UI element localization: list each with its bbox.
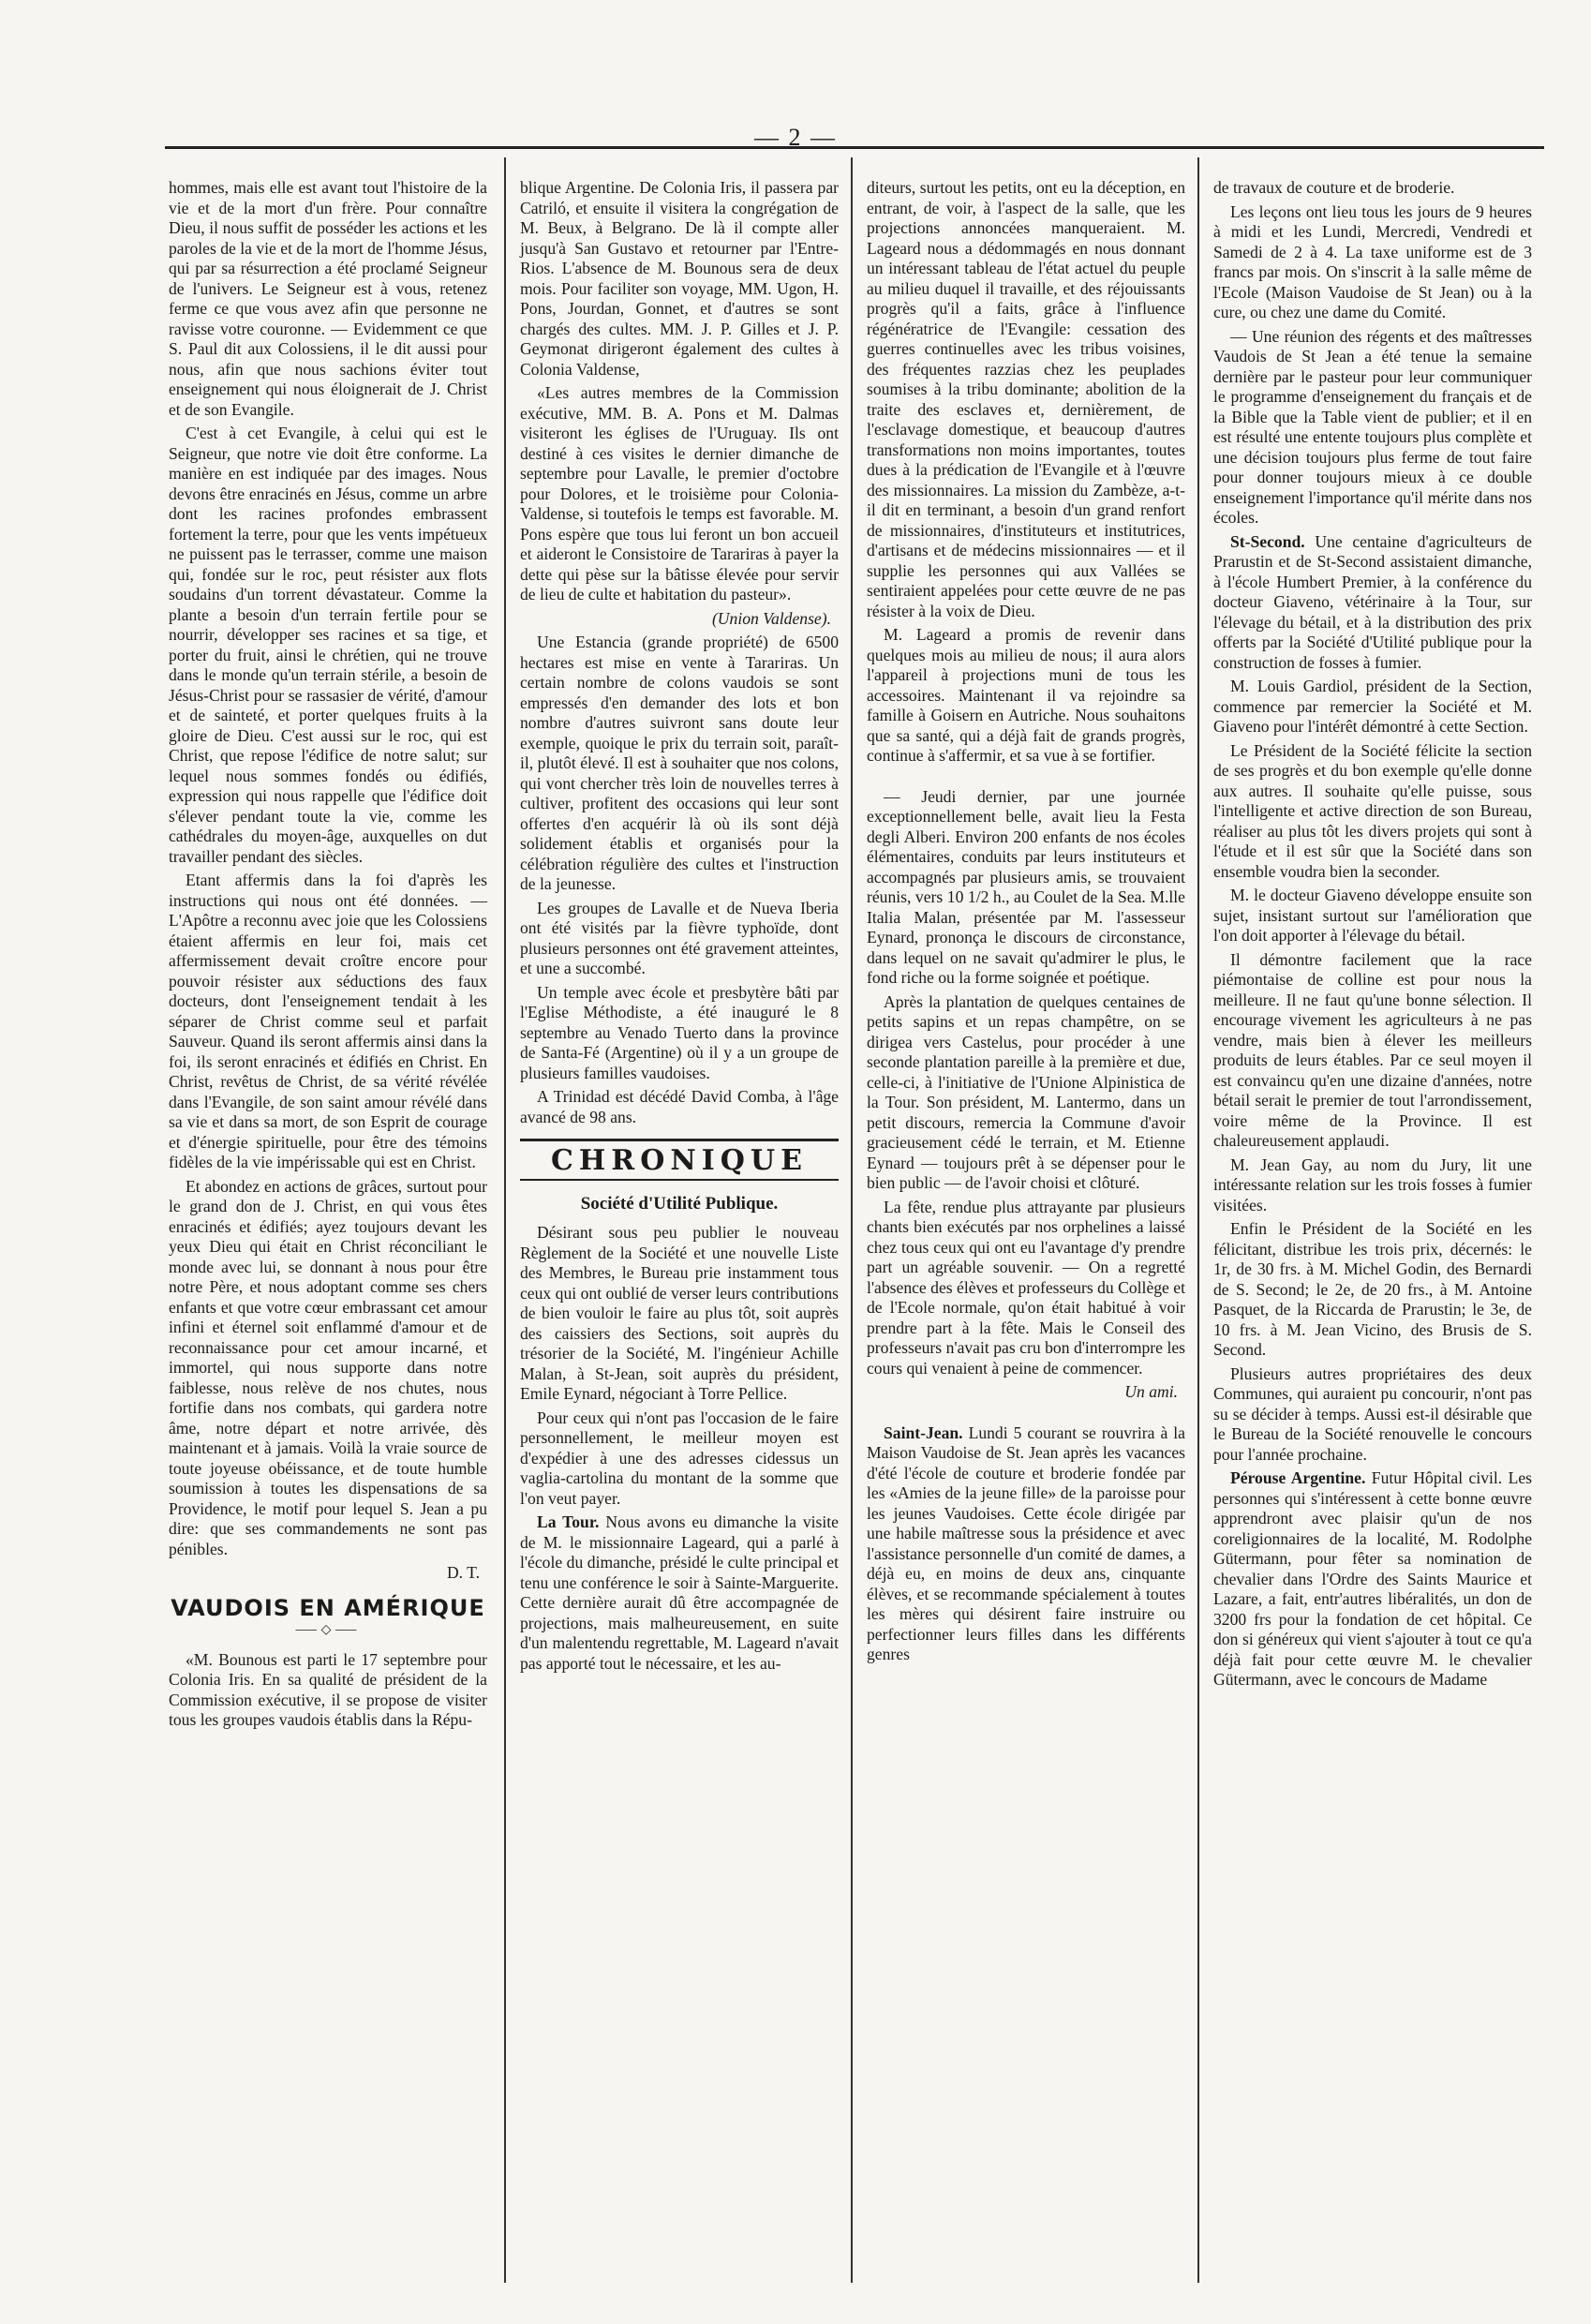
paragraph: diteurs, surtout les petits, ont eu la déception, en entrant, de voir, à l'aspect de la salle, que les projections annoncées manqueraient. M. Lageard nous a dédommagés en nous donnant un intéressant tableau de l'état actuel du peuple au milieu duquel il travaille, et des réjouissants progrès qu'il a faits, grâce à l'influence régénératrice de l'Evangile: cessation des guerres continuelles avec les tribus voisines, des fréquentes razzias chez les peuplades soumises à la tribu dominante; abolition de la traite des esclaves et, dernièrement, de l'esclavage domestique, et beaucoup d'autres transformations non moins importantes, toutes dues à la prédication de l'Evangile et à l'œuvre des missionnaires. La mission du Zambèze, a-t-il dit en terminant, a besoin d'un grand renfort de missionnaires, d'instituteurs et institutrices, d'artisans et de médecins missionnaires — et il supplie les personnes qui aux Vallées se sentiraient appelées pour cette œuvre de ne pas résister à la voix de Dieu. (867, 178, 1185, 620)
column-3 (867, 178, 1185, 1669)
paragraph: — Jeudi dernier, par une journée exceptionnellement belle, avait lieu la Festa degli Alberi. Environ 200 enfants de nos écoles élémentaires, conduits par leurs instituteurs et accompagnés par plusieurs amis, se trouvaient réunis, vers 10 1/2 h., au Coulet de la Sea. M.lle Italia Malan, présentée par M. l'assesseur Eynard, prononça le discours de circonstance, dans lequel on ne savait qu'admirer le plus, le fond riche ou la forme soignée et poétique. (867, 786, 1185, 987)
paragraph: «Les autres membres de la Commission exécutive, MM. B. A. Pons et M. Dalmas visiteront les églises de l'Uruguay. Ils ont destiné à ces visites le dernier dimanche de septembre pour Lavalle, le premier d'octobre pour Dolores, et le troisième pour Colonia-Valdense, si toutefois le temps est favorable. M. Pons espère que tous lui feront un bon accueil et aideront le Consistoire de Tarariras à payer la dette qui pèse sur la bâtisse élevée pour servir de lieu de culte et habitation du pasteur». (520, 383, 839, 603)
column-4 (1213, 178, 1532, 1694)
paragraph: blique Argentine. De Colonia Iris, il passera par Catriló, et ensuite il visitera la congrégation de M. Beux, à Belgrano. De là il compte aller jusqu'à San Gustavo et retourner par l'Entre-Rios. L'absence de M. Bounous sera de deux mois. Pour faciliter son voyage, MM. Ugon, H. Pons, Jourdan, Gonnet, et d'autres se sont chargés des cultes. MM. J. P. Gilles et J. P. Geymonat dirigeront également des cultes à Colonia Valdense, (520, 178, 839, 379)
paragraph-lead: Saint-Jean. (884, 1423, 963, 1442)
paragraph: C'est à cet Evangile, à celui qui est le Seigneur, que notre vie doit être conforme. La manière en est indiquée par des images. Nous devons être enracinés en Jésus, comme un arbre dont les racines profondes embrassent fortement la terre, pour que les vents impétueux ne puissent pas le terrasser, comme une maison qui, fondée sur le roc, peut résister aux flots soudains d'un torrent dévastateur. Comme la plante a besoin d'un terrain fertile pour se nourrir, développer ses racines et sa tige, et porter du fruit, ainsi le chrétien, qui ne trouve dans le monde qu'un terrain stérile, a besoin de Jésus-Christ pour se rassasier de vérité, d'amour et de sainteté, et porter quelques fruits à la gloire de Dieu. C'est aussi sur le roc, qui est Christ, que repose l'édifice de notre salut; sur lequel nous sommes fondés ou édifiés, expression qui nous rappelle que l'édifice doit s'élever pendant toute la vie, comme les cathédrales du moyen-âge, auxquelles on dut travailler pendant des siècles. (169, 424, 487, 866)
paragraph-text: Futur Hôpital civil. Les personnes qui s'intéressent à cette bonne œuvre apprendront avec plaisir qu'un de nos coreligionnaires de la localité, M. Rodolphe Gütermann, pour fêter sa nomination de chevalier dans l'Ordre des Saints Maurice et Lazare, a fait, entr'autres libéralités, un don de 3200 frs pour la fondation de cet hôpital. Ce don si généreux qui vient s'ajouter à tout ce qu'a déjà fait pour cette œuvre M. le chevalier Gütermann, avec le concours de Madame (1213, 1468, 1532, 1689)
spacer (867, 1407, 1185, 1423)
section-title-vaudois-en-amerique: VAUDOIS EN AMÉRIQUE (171, 1594, 485, 1621)
signature: D. T. (446, 1563, 480, 1582)
source-citation: (Union Valdense). (711, 608, 831, 628)
paragraph: M. Lageard a promis de revenir dans quelques mois au milieu de nous; il aura alors l'appareil à projections muni de tous les accessoires. Maintenant il va rejoindre sa famille à Goisern en Autriche. Nous souhaitons que sa santé, qui a déjà fait de grands progrès, continue à s'affermir, et sa vue à se fortifier. (867, 625, 1185, 765)
paragraph: hommes, mais elle est avant tout l'histoire de la vie et de la mort d'un frère. Pour connaître Dieu, il nous suffit de posséder les actions et les paroles de la vie et de la mort de l'homme Jésus, qui par sa résurrection a été proclamé Seigneur de l'univers. Le Seigneur est à vous, retenez ferme ce que vous avez afin que personne ne ravisse votre couronne. — Evidemment ce que S. Paul dit aux Colossiens, il le dit aussi pour nous, afin que nous sachions éviter tout enseignement qui nous éloignerait de J. Christ et de son Evangile. (169, 178, 487, 419)
paragraph: de travaux de couture et de broderie. (1213, 178, 1455, 197)
paragraph: La fête, rendue plus attrayante par plusieurs chants bien exécutés par nos orphelines a laissé chez tous ceux qui ont eu l'avantage d'y prendre part un agréable souvenir. — On a regretté l'absence des élèves et professeurs du Collège et de l'Ecole normale, qu'on était habitué à voir prendre part à la fête. Mais le Conseil des professeurs n'avait pas cru bon d'interrompre les cours qui venaient à peine de commencer. (867, 1197, 1185, 1378)
paragraph: A Trinidad est décédé David Comba, à l'âge avancé de 98 ans. (520, 1087, 839, 1126)
paragraph: M. Louis Gardiol, président de la Section, commence par remercier la Société et M. Giaveno pour l'intérêt démontré à cette Section. (1213, 677, 1532, 736)
paragraph: M. Jean Gay, au nom du Jury, lit une intéressante relation sur les trois fosses à fumier visitées. (1213, 1155, 1532, 1214)
paragraph: Il démontre facilement que la race piémontaise de colline est pour nous la meilleure. Il ne faut qu'une bonne sélection. Il encourage vivement les agriculteurs à ne pas vendre, mais bien à élever les meilleurs produits de leurs étables. Par ce seul moyen il est convaincu qu'en une dizaine d'années, notre bétail serait le premier de tout l'arrondissement, voire même de la Province. Il est chaleureusement applaudi. (1213, 949, 1532, 1150)
column-2 (520, 178, 839, 1677)
paragraph (520, 1512, 839, 1674)
column-rule (1197, 157, 1199, 2283)
paragraph: Une Estancia (grande propriété) de 6500 hectares est mise en vente à Tarariras. Un certain nombre de colons vaudois se sont empressés d'en demander des lots et bon nombre d'autres suivront sans doute leur exemple, quoique le prix du terrain soit, paraît-il, plutôt élevé. Il est à souhaiter que nos colons, qui vont chercher très loin de nouvelles terres à cultiver, profitent des occasions qui leur sont offertes d'en acquérir là où ils sont déjà solidement établis et organisés pour la célébration régulière des cultes et l'instruction de la jeunesse. (520, 633, 839, 893)
paragraph: Et abondez en actions de grâces, surtout pour le grand don de J. Christ, en qui vous êtes enracinés et édifiés; ayez toujours devant les yeux Dieu qui était en Christ réconciliant le monde avec lui, se donnant à nous pour être notre Père, et nous adoptant comme ses chers enfants et que votre cœur embrassant cet amour infini et éternel soit enflammé d'amour et de reconnaissance pour cet amour incarné, et immortel, qui nous supporte dans notre faiblesse, nous relève de nos chutes, nous fortifie dans nos combats, qui gardera notre âme, notre départ et notre arrivée, dès maintenant et à jamais. Voilà la vraie source de toute joyeuse obéissance, et de toute humble soumission à toutes les dispensations de sa Providence, le motif pour lequel S. Jean a pu dire: que ses commandements ne sont pas pénibles. (169, 1176, 487, 1558)
paragraph: Désirant sous peu publier le nouveau Règlement de la Société et une nouvelle Liste des Membres, le Bureau prie instamment tous ceux qui ont oublié de verser leurs contributions de bien vouloir le faire au plus tôt, soit auprès des caissiers des Sections, soit auprès du trésorier de la Société, M. l'ingénieur Achille Malan, à St-Jean, soit auprès du président, Emile Eynard, négociant à Torre Pellice. (520, 1223, 839, 1403)
paragraph-lead: La Tour. (537, 1512, 600, 1531)
paragraph-text: Nous avons eu dimanche la visite de M. le missionnaire Lageard, qui a parlé à l'école du dimanche, présidé le culte principal et tenu une conférence le soir à Sainte-Marguerite. Cette dernière aurait dû être accompagnée de projections, mais malheureusement, en suite d'un malentendu regrettable, M. Lageard n'avait pas apporté tout le nécessaire, et les au- (520, 1512, 839, 1673)
paragraph (1213, 532, 1532, 674)
paragraph: Les leçons ont lieu tous les jours de 9 heures à midi et les Lundi, Mercredi, Vendredi et Samedi de 2 à 4. La taxe uniforme est de 3 francs par mois. On s'inscrit à la salle même de l'Ecole (Maison Vaudoise de St Jean) ou à la cure, ou chez une dame du Comité. (1213, 201, 1532, 321)
paragraph: Plusieurs autres propriétaires des deux Communes, qui auraient pu concourir, n'ont pas su se décider à temps. Aussi est-il désirable que le Bureau de la Société renouvelle le concours pour l'année prochaine. (1213, 1363, 1532, 1464)
paragraph: Après la plantation de quelques centaines de petits sapins et un repas champêtre, on se dirigea vers Castelus, pour procéder à une seconde plantation pareille à la première et due, celle-ci, à l'initiative de l'Unione Alpinistica de la Tour. Son président, M. Lantermo, dans un petit discours, remercia la Commune d'avoir gracieusement cédé le terrain, et M. Etienne Eynard — toujours prêt à se dépenser pour le bien public — de l'avoir choisi et clôturé. (867, 991, 1185, 1192)
signature: Un ami. (1124, 1382, 1178, 1401)
column-rule (504, 157, 506, 2283)
paragraph (1213, 1468, 1532, 1691)
column-rule (851, 157, 853, 2283)
paragraph: Enfin le Président de la Société en les félicitant, distribue les trois prix, décernés: le 1r, de 30 frs. à M. Michel Godin, des Bernardi de S. Second; le 2e, de 20 frs., à M. Antoine Pasquet, de la Riccarda de Prarustin; le 3e, de 10 frs. à M. Jean Vicino, des Brusis de S. Second. (1213, 1219, 1532, 1359)
subheading-societe: Société d'Utilité Publique. (580, 1193, 779, 1214)
paragraph: Les groupes de Lavalle et de Nueva Iberia ont été visités par la fièvre typhoïde, dont plusieurs personnes ont été gravement atteintes, et une a succombé. (520, 898, 839, 977)
paragraph-text: Lundi 5 courant se rouvrira à la Maison Vaudoise de St. Jean après les vacances d'été l'école de couture et broderie fondée par les «Amies de la jeune fille» de la paroisse pour les jeunes Vaudoises. Cette école dirigée par une habile maîtresse sous la présidence et avec l'assistance personnelle d'un comité de dames, a déjà eu, en moins de deux ans, cinquante élèves, et se recommande spécialement à toutes les mères qui désirent faire instruire ou perfectionner leurs filles dans les différents genres (867, 1423, 1185, 1663)
column-1 (169, 178, 487, 1735)
header-rule (165, 146, 1544, 149)
chronique-heading: CHRONIQUE (520, 1139, 839, 1181)
paragraph-lead: Pérouse Argentine. (1230, 1468, 1366, 1487)
paragraph: M. le docteur Giaveno développe ensuite son sujet, insistant surtout sur l'amélioration que l'on doit apporter à l'élevage du bétail. (1213, 886, 1532, 945)
paragraph: Etant affermis dans la foi d'après les instructions qui nous ont été données. — L'Apôtre a reconnu avec joie que les Colossiens étaient affermis en leur foi, mais cet affermissement devait croître encore pour pouvoir résister aux séductions des faux docteurs, dont l'enseignement tendait à les séparer de Christ comme seul et parfait Sauveur. Quand ils seront affermis ainsi dans la foi, ils seront enracinés et édifiés en Christ. En Christ, revêtus de Christ, de sa vérité révélée dans l'Evangile, de son saint amour révélé dans sa vie et dans sa mort, de son Esprit de courage et d'énergie spirituelle, pour être des témoins fidèles de la vie impérissable qui est en Christ. (169, 871, 487, 1171)
paragraph-text: Une centaine d'agriculteurs de Prarustin et de St-Second assistaient dimanche, à l'école Humbert Premier, à la conférence du docteur Giaveno, vétérinaire à la Tour, sur l'élevage du bétail, et à la distribution des prix offerts par la Société d'Utilité publique pour la construction de fosses à fumier. (1213, 531, 1532, 672)
paragraph (867, 1423, 1185, 1665)
paragraph: Un temple avec école et presbytère bâti par l'Eglise Méthodiste, a été inauguré le 8 septembre au Venado Tuerto dans la province de Santa-Fé (Argentine) où il y a un groupe de plusieurs familles vaudoises. (520, 982, 839, 1082)
page-number: — 2 — (754, 124, 837, 151)
paragraph-lead: St-Second. (1230, 531, 1305, 551)
ornament-divider: ⸺◇⸺ (294, 1623, 362, 1637)
paragraph: — Une réunion des régents et des maîtresses Vaudois de St Jean a été tenue la semaine dernière par le pasteur pour leur communiquer le programme d'enseignement du français et de la Bible que la Table vient de publier; et il en est résulté une entente toujours plus complète et une décision toujours plus ferme de tout faire pour donner toujours mieux à ce double enseignement l'importance qu'il mérite dans nos écoles. (1213, 326, 1532, 527)
paragraph: Le Président de la Société félicite la section de ses progrès et du bon exemple qu'elle donne aux autres. Il souhaite qu'elle puisse, sous l'intelligente et active direction de son Bureau, réaliser au plus tôt les divers projets qui sont à l'étude et il est sûr que la Société dans son ensemble voudra bien la seconder. (1213, 740, 1532, 881)
paragraph: Pour ceux qui n'ont pas l'occasion de le faire personnellement, le meilleur moyen est d'expédier à une des adresses cidessus un vaglia-cartolina du montant de la somme que l'on veut payer. (520, 1408, 839, 1508)
spacer (867, 770, 1185, 787)
paragraph: «M. Bounous est parti le 17 septembre pour Colonia Iris. En sa qualité de président de la Commission exécutive, il se propose de visiter tous les groupes vaudois établis dans la Répu- (169, 1649, 487, 1729)
